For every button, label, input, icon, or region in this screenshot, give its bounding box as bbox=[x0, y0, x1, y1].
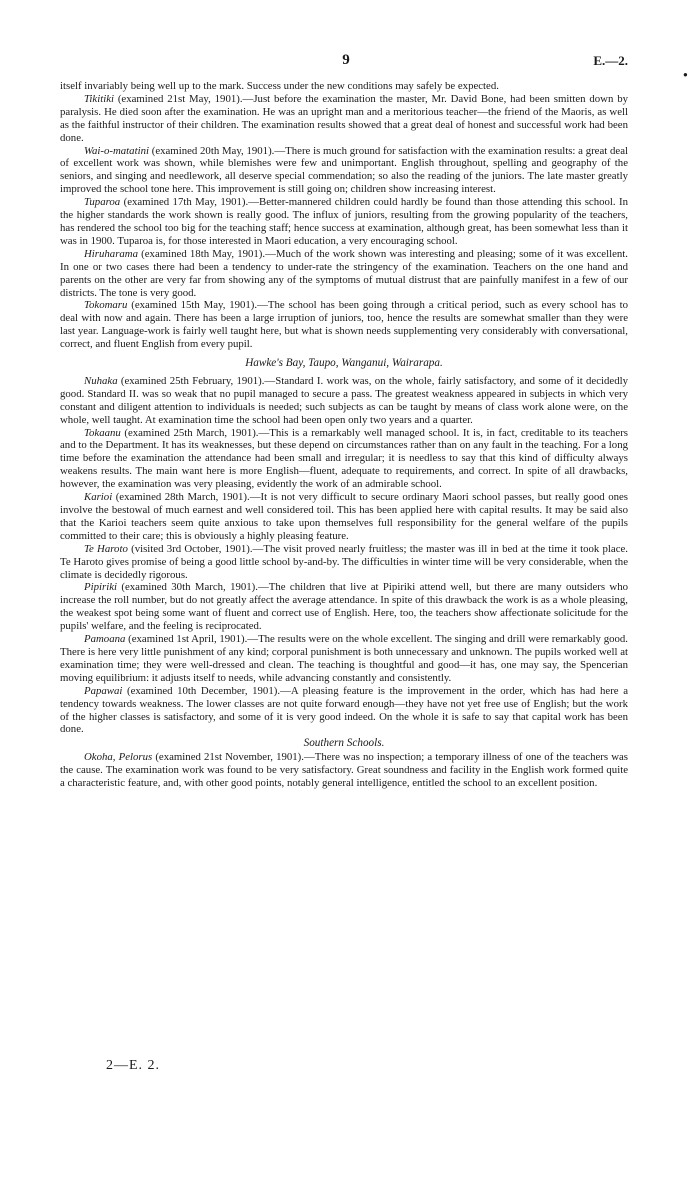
school-name: Tokomaru bbox=[84, 299, 128, 312]
school-name: Tuparoa bbox=[84, 196, 121, 209]
paragraph: itself invariably being well up to the mark. Success under the new conditions may safely be expected. bbox=[60, 80, 499, 92]
school-name: Okoha, Pelorus bbox=[84, 751, 153, 764]
signature-mark: 2—E. 2. bbox=[106, 1058, 161, 1073]
paragraph: Tuparoa (examined 17th May, 1901).—Better-mannered children could hardly be found than those attending this school. In the higher standards the work shown is really good. The influx of juniors, resulting from the growing popularity of the teachers, has rendered the school too big for the teaching staff; hence success at examination, although great, has been somewhat less than it was in 1900. Tuparoa is, for those interested in Maori education, a very encouraging school. bbox=[60, 196, 628, 247]
paragraph: Pamoana (examined 1st April, 1901).—The results were on the whole excellent. The singing and drill were remarkably good. There is here very little punishment of any kind; corporal punishment is both unnecessary and unknown. The pupils worked well at examination time; they were well-dressed and clean. The teaching is thoughtful and good—it has, one may say, the Spencerian moving equilibrium: it adjusts itself to needs, while advancing constantly and consistently. bbox=[60, 633, 628, 684]
paragraph: Papawai (examined 10th December, 1901).—A pleasing feature is the improvement in the order, which has had here a tendency towards weakness. The lower classes are not quite forward enough—they have not yet free use of English; but the work of the higher classes is satisfactory, and some of it is very good indeed. On the whole it is safe to say that capital work has been done. bbox=[60, 684, 628, 736]
paragraph: Pipiriki (examined 30th March, 1901).—The children that live at Pipiriki attend well, but there are many outsiders who increase the roll number, but do not greatly affect the average attendance. In spite of this drawback the work is as a whole pleasing, the weakest spot being some want of fluent and correct use of English. Here, too, the teachers show affectionate solicitude for the pupils' welfare, and the feeling is reciprocated. bbox=[60, 581, 628, 633]
school-name: Karioi bbox=[84, 491, 113, 504]
page-header bbox=[60, 52, 632, 72]
school-name: Nuhaka bbox=[84, 374, 118, 387]
paragraph: Okoha, Pelorus (examined 21st November, 1901).—There was no inspection; a temporary illness of one of the teachers was the cause. The examination work was found to be very satisfactory. Great soundness and facility in the English work formed quite a characteristic feature, and, with other good points, notably general intelligence, entitled the school to an excellent position. bbox=[60, 751, 628, 790]
paragraph: Tokomaru (examined 15th May, 1901).—The school has been going through a critical period, such as every school has to deal with now and again. There has been a large irruption of juniors, too, hence the results are somewhat smaller than they were last year. Language-work is fairly well taught here, but what is shown needs supplementing very considerably with conversational, correct, and fluent English from every pupil. bbox=[60, 299, 628, 351]
paragraph: Tokaanu (examined 25th March, 1901).—This is a remarkably well managed school. It is, in fact, creditable to its teachers and to the Department. It has its weaknesses, but these depend on circumstances rather than on any fault in the teaching. For a long time before the examination the attendance had been small and irregular; it is needless to say that this kind of difficulty always weakens results. The main want here is more English—fluent, adequate to requirements, and correct. In spite of all drawbacks, however, the examination was very pleasing, evidently the work of an admirable school. bbox=[60, 426, 628, 491]
school-name: Papawai bbox=[84, 684, 123, 697]
report-body bbox=[60, 80, 628, 790]
paragraph: Wai-o-matatini (examined 20th May, 1901).—There is much ground for satisfaction with the examination results: a great deal of excellent work was shown, while blemishes were few and unimportant. English throughout, spelling and geography of the seniors, and singing and needlework, all deserve special commendation; so also the reading of the juniors. The late master greatly improved the school tone here. This improvement is still going on; children show increasing interest. bbox=[60, 144, 628, 196]
school-name: Hiruharama bbox=[84, 247, 138, 260]
margin-dot-icon: ● bbox=[683, 70, 688, 79]
paragraph: Nuhaka (examined 25th February, 1901).—Standard I. work was, on the whole, fairly satisfactory, and some of it decidedly good. Standard II. was so weak that no pupil managed to secure a pass. The greatest weakness appeared in subjects in which very constant and diligent attention to individuals is needed; such subjects as can be taught by means of class work alone were, on the whole, well taught. At examination time the school had been open only two years and a quarter. bbox=[60, 374, 628, 426]
paragraph: Hiruharama (examined 18th May, 1901).—Much of the work shown was interesting and pleasing; some of it was excellent. In one or two cases there had been a tendency to under-rate the stringency of the examination. Teachers on the one hand and parents on the other are very far from showing any of the symptoms of mutual distrust that are painfully manifest in a few of our districts. The tone is very good. bbox=[60, 247, 628, 299]
school-name: Wai-o-matatini bbox=[84, 144, 149, 157]
school-name: Tokaanu bbox=[84, 426, 121, 439]
page-number: 9 bbox=[342, 52, 350, 68]
paragraph: Te Haroto (visited 3rd October, 1901).—The visit proved nearly fruitless; the master was ill in bed at the time it took place. Te Haroto gives promise of being a good little school by-and-by. The difficulties in winter time will be very considerable, when the climate is decidedly rigorous. bbox=[60, 542, 628, 581]
school-name: Tikitiki bbox=[84, 92, 114, 105]
paragraph: Tikitiki (examined 21st May, 1901).—Just before the examination the master, Mr. David Bone, had been smitten down by paralysis. He died soon after the examination. He was an upright man and a meritorious teacher—the friend of the Maoris, as well as the faithful instructor of their children. The examination results showed that a great deal of honest and successful work had been done. bbox=[60, 92, 628, 144]
section-heading: Hawke's Bay, Taupo, Wanganui, Wairarapa. bbox=[245, 357, 443, 370]
paragraph: Karioi (examined 28th March, 1901).—It is not very difficult to secure ordinary Maori school passes, but really good ones involve the bestowal of much earnest and well considered toil. This has been applied here with capital results. It may be said also that the Karioi teachers seem quite anxious to take upon themselves full responsibility for the general welfare of the pupils committed to their care; this is obviously a highly pleasing feature. bbox=[60, 491, 628, 542]
school-name: Te Haroto bbox=[84, 542, 128, 555]
section-heading: Southern Schools. bbox=[303, 737, 385, 750]
school-name: Pamoana bbox=[84, 633, 126, 646]
school-name: Pipiriki bbox=[84, 581, 117, 594]
document-reference: E.—2. bbox=[593, 53, 628, 68]
